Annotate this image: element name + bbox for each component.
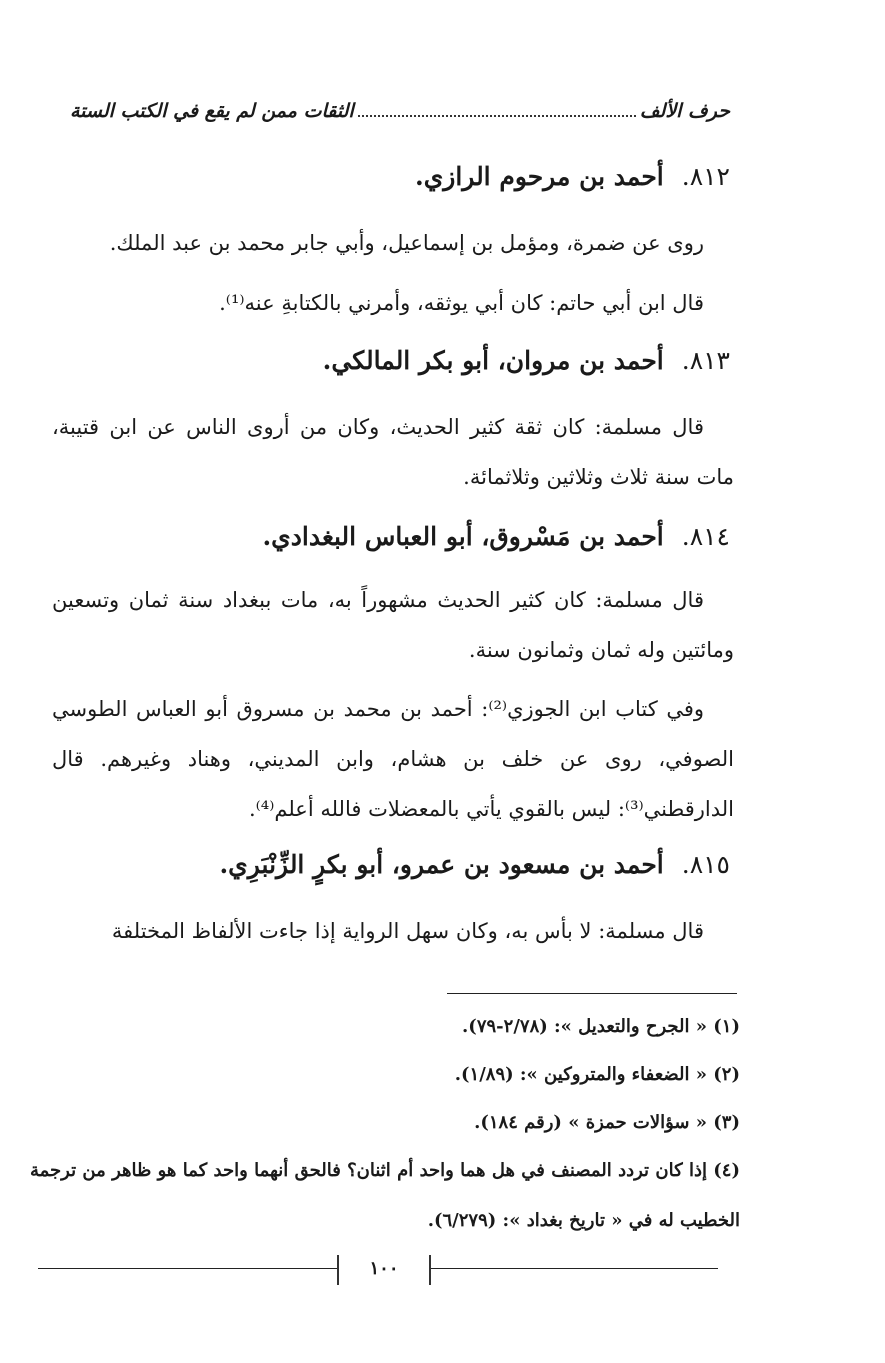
header-chapter: حرف الألف [639, 100, 730, 122]
entry-title-813 [323, 346, 730, 375]
entry-title-814 [262, 522, 730, 551]
header-dot-leader [358, 114, 636, 117]
footnote-3: (٣) « سؤالات حمزة » (رقم ١٨٤). [474, 1112, 740, 1133]
footnote-4: (٤) إذا كان تردد المصنف في هل هما واحد أم اثنان؟ فالحق أنهما واحد كما هو ظاهر من ترجمة الخطيب له في « تاريخ بغداد »: (٦/٢٧٩). [30, 1160, 740, 1231]
entry-number: ٨١٥. [681, 850, 730, 879]
page-number: ١٠٠ [337, 1255, 431, 1285]
entry-paragraph: قال مسلمة: لا بأس به، وكان سهل الرواية إذا جاءت الألفاظ المختلفة [111, 919, 704, 943]
entry-title-815 [219, 850, 730, 879]
footnote-separator [447, 993, 737, 994]
entry-name: أحمد بن مروان، أبو بكر المالكي. [322, 346, 664, 375]
footnote-1: (١) « الجرح والتعديل »: (٢/٧٨-٧٩). [462, 1016, 740, 1037]
footnote-2: (٢) « الضعفاء والمتروكين »: (١/٨٩). [454, 1064, 740, 1085]
entry-name: أحمد بن مَسْروق، أبو العباس البغدادي. [262, 522, 664, 551]
entry-paragraph: وفي كتاب ابن الجوزي⁽²⁾: أحمد بن محمد بن مسروق أبو العباس الطوسي الصوفي، روى عن خلف بن هشام، وابن المديني، وهناد وغيرهم. قال الدارقطني⁽³⁾: ليس بالقوي يأتي بالمعضلات فالله أعلم⁽⁴⁾. [52, 697, 734, 821]
entry-paragraph: قال مسلمة: كان ثقة كثير الحديث، وكان من أروى الناس عن ابن قتيبة، مات سنة ثلاث وثلاثين وثلاثمائة. [52, 415, 734, 489]
entry-name: أحمد بن مرحوم الرازي. [414, 162, 664, 191]
entry-number: ٨١٤. [681, 522, 730, 551]
entry-name: أحمد بن مسعود بن عمرو، أبو بكرٍ الزِّنْبَرِي. [219, 850, 664, 879]
entry-paragraph: قال ابن أبي حاتم: كان أبي يوثقه، وأمرني بالكتابةِ عنه⁽¹⁾. [219, 291, 704, 315]
running-header [70, 100, 730, 122]
entry-paragraph: قال مسلمة: كان كثير الحديث مشهوراً به، مات ببغداد سنة ثمان وتسعين ومائتين وله ثمان وثمانون سنة. [52, 588, 734, 662]
entry-paragraph: روى عن ضمرة، ومؤمل بن إسماعيل، وأبي جابر محمد بن عبد الملك. [109, 231, 704, 255]
entry-title-812 [415, 162, 730, 191]
entry-number: ٨١٣. [681, 346, 730, 375]
header-book-title: الثقات ممن لم يقع في الكتب الستة [70, 100, 354, 122]
entry-number: ٨١٢. [681, 162, 730, 191]
